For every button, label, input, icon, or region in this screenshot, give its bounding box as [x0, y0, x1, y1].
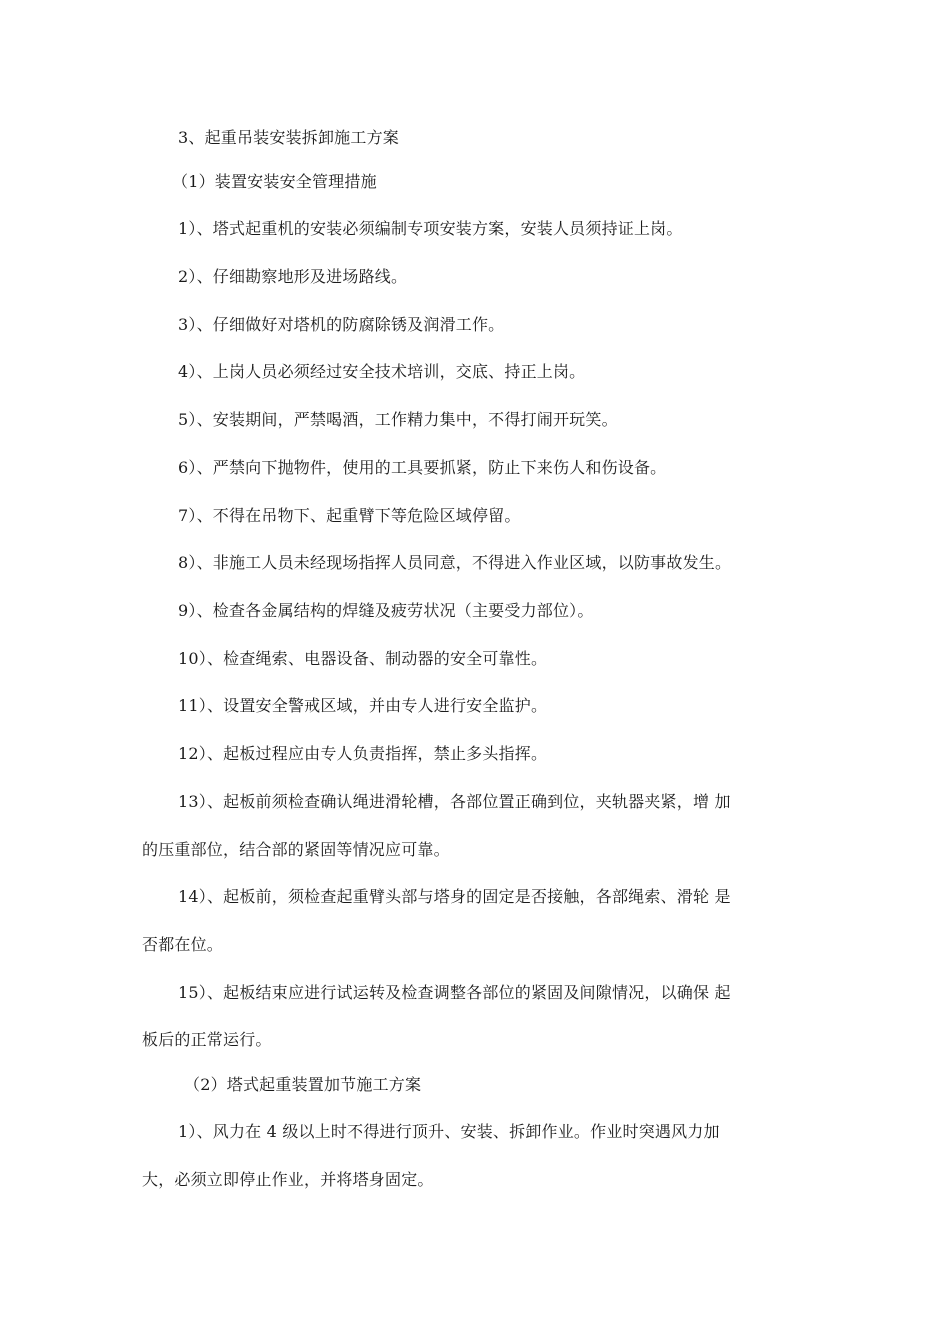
list-item: 3）、仔细做好对塔机的防腐除锈及润滑工作。	[178, 315, 505, 334]
list-item: 9）、检查各金属结构的焊缝及疲劳状况（主要受力部位）。	[178, 601, 594, 620]
list-item: 1）、塔式起重机的安装必须编制专项安装方案，安装人员须持证上岗。	[178, 219, 683, 238]
list-item: 7）、不得在吊物下、起重臂下等危险区域停留。	[178, 506, 521, 525]
list-item: 8）、非施工人员未经现场指挥人员同意，不得进入作业区域，以防事故发生。	[178, 553, 732, 572]
list-item-continuation: 否都在位。	[142, 935, 224, 954]
subsection-title: （2）塔式起重装置加节施工方案	[184, 1075, 422, 1094]
list-item-continuation: 板后的正常运行。	[142, 1030, 272, 1049]
list-item: 4）、上岗人员必须经过安全技术培训，交底、持正上岗。	[178, 362, 586, 381]
list-item: 10）、检查绳索、电器设备、制动器的安全可靠性。	[178, 649, 548, 668]
list-item: 12）、起板过程应由专人负责指挥，禁止多头指挥。	[178, 744, 548, 763]
list-item: 6）、严禁向下抛物件，使用的工具要抓紧，防止下来伤人和伤设备。	[178, 458, 667, 477]
list-item: 2）、仔细勘察地形及进场路线。	[178, 267, 408, 286]
list-item-continuation: 大，必须立即停止作业，并将塔身固定。	[142, 1170, 434, 1189]
list-item: 11）、设置安全警戒区域，并由专人进行安全监护。	[178, 696, 548, 715]
list-item-continuation: 的压重部位，结合部的紧固等情况应可靠。	[142, 840, 450, 859]
list-item-line: 13）、起板前须检查确认绳进滑轮槽，各部位置正确到位，夹轨器夹紧，增 加	[178, 792, 731, 811]
list-item-line: 14）、起板前，须检查起重臂头部与塔身的固定是否接触，各部绳索、滑轮 是	[178, 887, 731, 906]
list-item-line: 1）、风力在 4 级以上时不得进行顶升、安装、拆卸作业。作业时突遇风力加	[178, 1122, 720, 1141]
subsection-title: （1）装置安装安全管理措施	[172, 172, 377, 191]
section-title: 3、起重吊装安装拆卸施工方案	[178, 128, 399, 147]
list-item: 5）、安装期间，严禁喝酒，工作精力集中，不得打闹开玩笑。	[178, 410, 618, 429]
list-item-line: 15）、起板结束应进行试运转及检查调整各部位的紧固及间隙情况，以确保 起	[178, 983, 731, 1002]
